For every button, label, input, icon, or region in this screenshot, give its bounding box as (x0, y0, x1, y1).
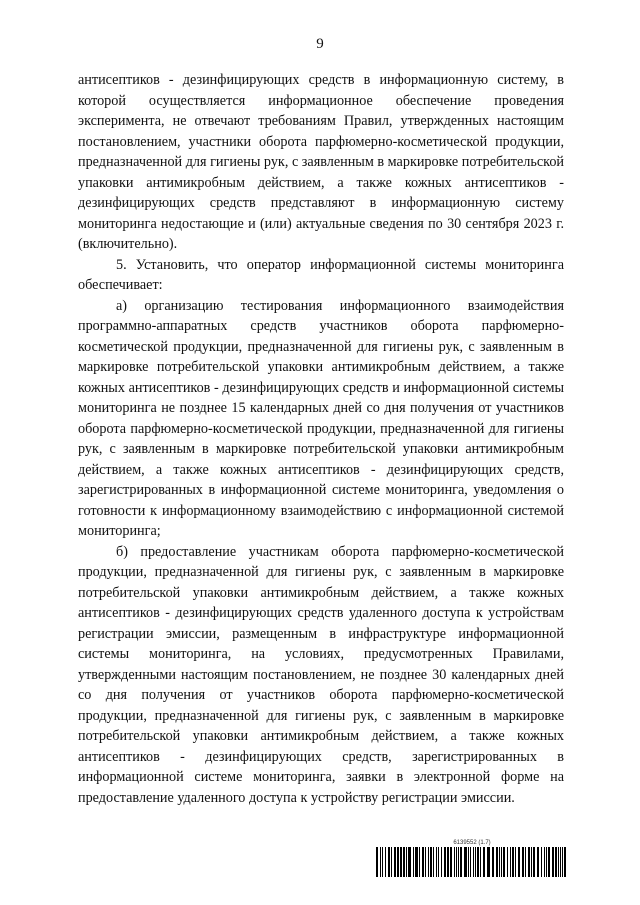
document-body (78, 70, 564, 808)
barcode-caption: 6139552 (1.7) (453, 840, 491, 846)
document-footer (376, 840, 568, 877)
page-number: 9 (316, 36, 324, 52)
paragraph-continuation: антисептиков - дезинфицирующих средств в информационную систему, в которой осуществляется информационное обеспечение проведения эксперимента, не отвечают требованиям Правил, утвержденных настоящим постановлением, участники оборота парфюмерно-косметической продукции, предназначенной для гигиены рук, с заявленным в маркировке потребительской упаковки антимикробным действием, а также кожных антисептиков - дезинфицирующих средств представляют в информационную систему мониторинга недостающие и (или) актуальные сведения по 30 сентября 2023 г. (включительно). (78, 72, 564, 252)
paragraph-subitem-b: б) предоставление участникам оборота парфюмерно-косметической продукции, предназначенной для гигиены рук, с заявленным в маркировке потребительской упаковки антимикробным действием, а также кожных антисептиков - дезинфицирующих средств удаленного доступа к устройствам регистрации эмиссии, размещенным в инфраструктуре информационной системы мониторинга, на условиях, предусмотренных Правилами, утвержденными настоящим постановлением, не позднее 30 календарных дней со дня получения от участников оборота парфюмерно-косметической продукции, предназначенной для гигиены рук, с заявленным в маркировке потребительской упаковки антимикробным действием, а также кожных антисептиков - дезинфицирующих средств, зарегистрированных в информационной системе мониторинга, заявки в электронной форме на предоставление удаленного доступа к устройству регистрации эмиссии. (78, 543, 564, 806)
paragraph-item-5: 5. Установить, что оператор информационной системы мониторинга обеспечивает: (78, 256, 564, 293)
paragraph-subitem-a: а) организацию тестирования информационного взаимодействия программно-аппаратных средств участников оборота парфюмерно-косметической продукции, предназначенной для гигиены рук, с заявленным в маркировке потребительской упаковки антимикробным действием, а также кожных антисептиков - дезинфицирующих средств и информационной системы мониторинга не позднее 15 календарных дней со дня получения от участников оборота парфюмерно-косметической продукции, предназначенной для гигиены рук, с заявленным в маркировке потребительской упаковки антимикробным действием, а также кожных антисептиков - дезинфицирующих средств, зарегистрированных в информационной системе мониторинга, уведомления о готовности к информационному взаимодействию с информационной системой мониторинга; (78, 297, 564, 539)
barcode-image (376, 847, 568, 877)
